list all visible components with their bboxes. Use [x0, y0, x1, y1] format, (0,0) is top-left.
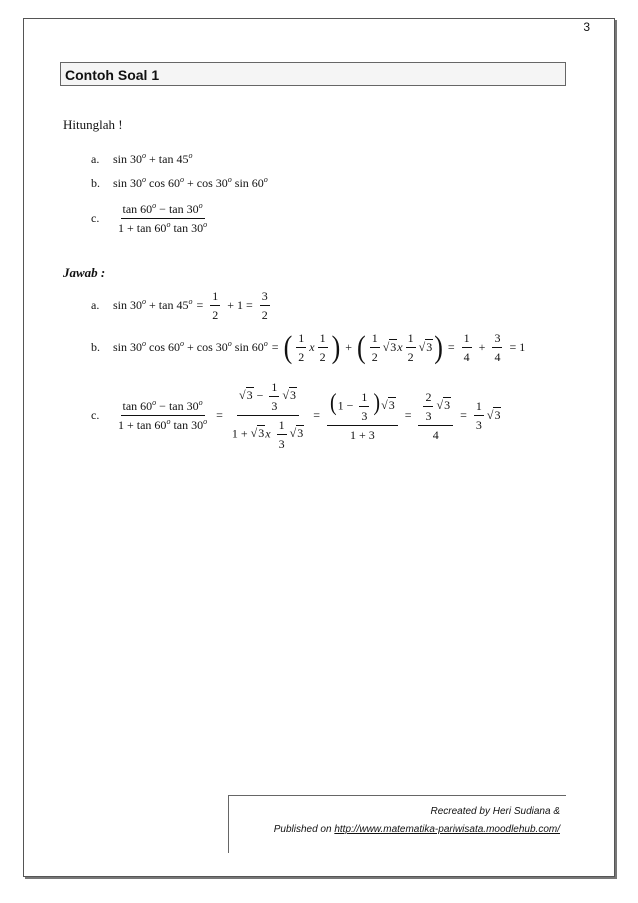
- section-title: Contoh Soal 1: [60, 62, 566, 86]
- math-expression: sin 30$^o$ $\cos 60^o + \cos 30^o$ sin 60$^o$: [113, 339, 268, 354]
- footer-box: [228, 795, 566, 853]
- item-label: b.: [91, 340, 100, 354]
- question-item-c: [91, 202, 212, 235]
- answer-item-b: b. sin 30$^o$ $\cos 60^o + \cos 30^o$ sin 60$^o$ = ( $\frac{1}{2}$ x $\frac{1}{2}$ ) + ( $\frac{1}{2}$ √3 x $\frac{1}{2}$ √3 ) = $\frac{1}{4}$ + $\frac{3}{4}$ = 1: [91, 329, 526, 365]
- question-intro: Hitunglah !: [63, 117, 123, 132]
- math-expression: sin 30$^o$ $\cos 60^o + \cos 30^o$ sin 60$^o$: [113, 175, 268, 190]
- item-label: a.: [91, 152, 100, 166]
- math-expression: $\sin 30^o + \tan 45^o$: [113, 297, 193, 312]
- question-item-b: [91, 176, 268, 191]
- math-fraction: $\frac{\tan 60^o - \tan 30^o}{1 + \tan 60^o \tan 30^o}$: [118, 201, 208, 235]
- footer-published: [274, 824, 560, 835]
- footer-link[interactable]: http://www.matematika-pariwisata.moodlehub.com/: [334, 824, 560, 835]
- answer-item-a: a. $\sin 30^o + \tan 45^o$ = $\frac{1}{2}$ + 1 = $\frac{3}{2}$: [91, 289, 268, 322]
- item-label: b.: [91, 176, 100, 190]
- answer-item-c: c. $\frac{\tan 60^o - \tan 30^o}{1 + \tan 60^o \tan 30^o}$ = √3 − $\frac{1}{3}$ √3 1 + √3x $\frac{1}{3}$ √3 = (1 − $\frac{1}{3}$ )√3 1 + 3 = $\frac{2}{3}$ √3 4 = $\frac{1}{3}$ √3: [91, 380, 501, 451]
- item-label: a.: [91, 298, 100, 312]
- math-fraction: $\frac{2}{3}$ √3 4: [418, 390, 453, 442]
- item-label: c.: [91, 408, 100, 422]
- item-label: c.: [91, 211, 100, 225]
- footer-prefix: Published on: [273, 824, 335, 835]
- math-expression: $\sin 30^o + \tan 45^o$: [113, 151, 193, 166]
- footer-credit: Recreated by Heri Sudiana &: [430, 806, 560, 817]
- math-fraction: √3 − $\frac{1}{3}$ √3 1 + √3x $\frac{1}{3}$ √3: [231, 380, 304, 451]
- math-fraction: (1 − $\frac{1}{3}$ )√3 1 + 3: [327, 390, 398, 442]
- math-fraction: $\frac{\tan 60^o - \tan 30^o}{1 + \tan 60^o \tan 30^o}$: [118, 398, 208, 432]
- question-item-a: [91, 152, 192, 167]
- page-number: 3: [583, 20, 590, 34]
- answer-title: Jawab :: [63, 265, 106, 280]
